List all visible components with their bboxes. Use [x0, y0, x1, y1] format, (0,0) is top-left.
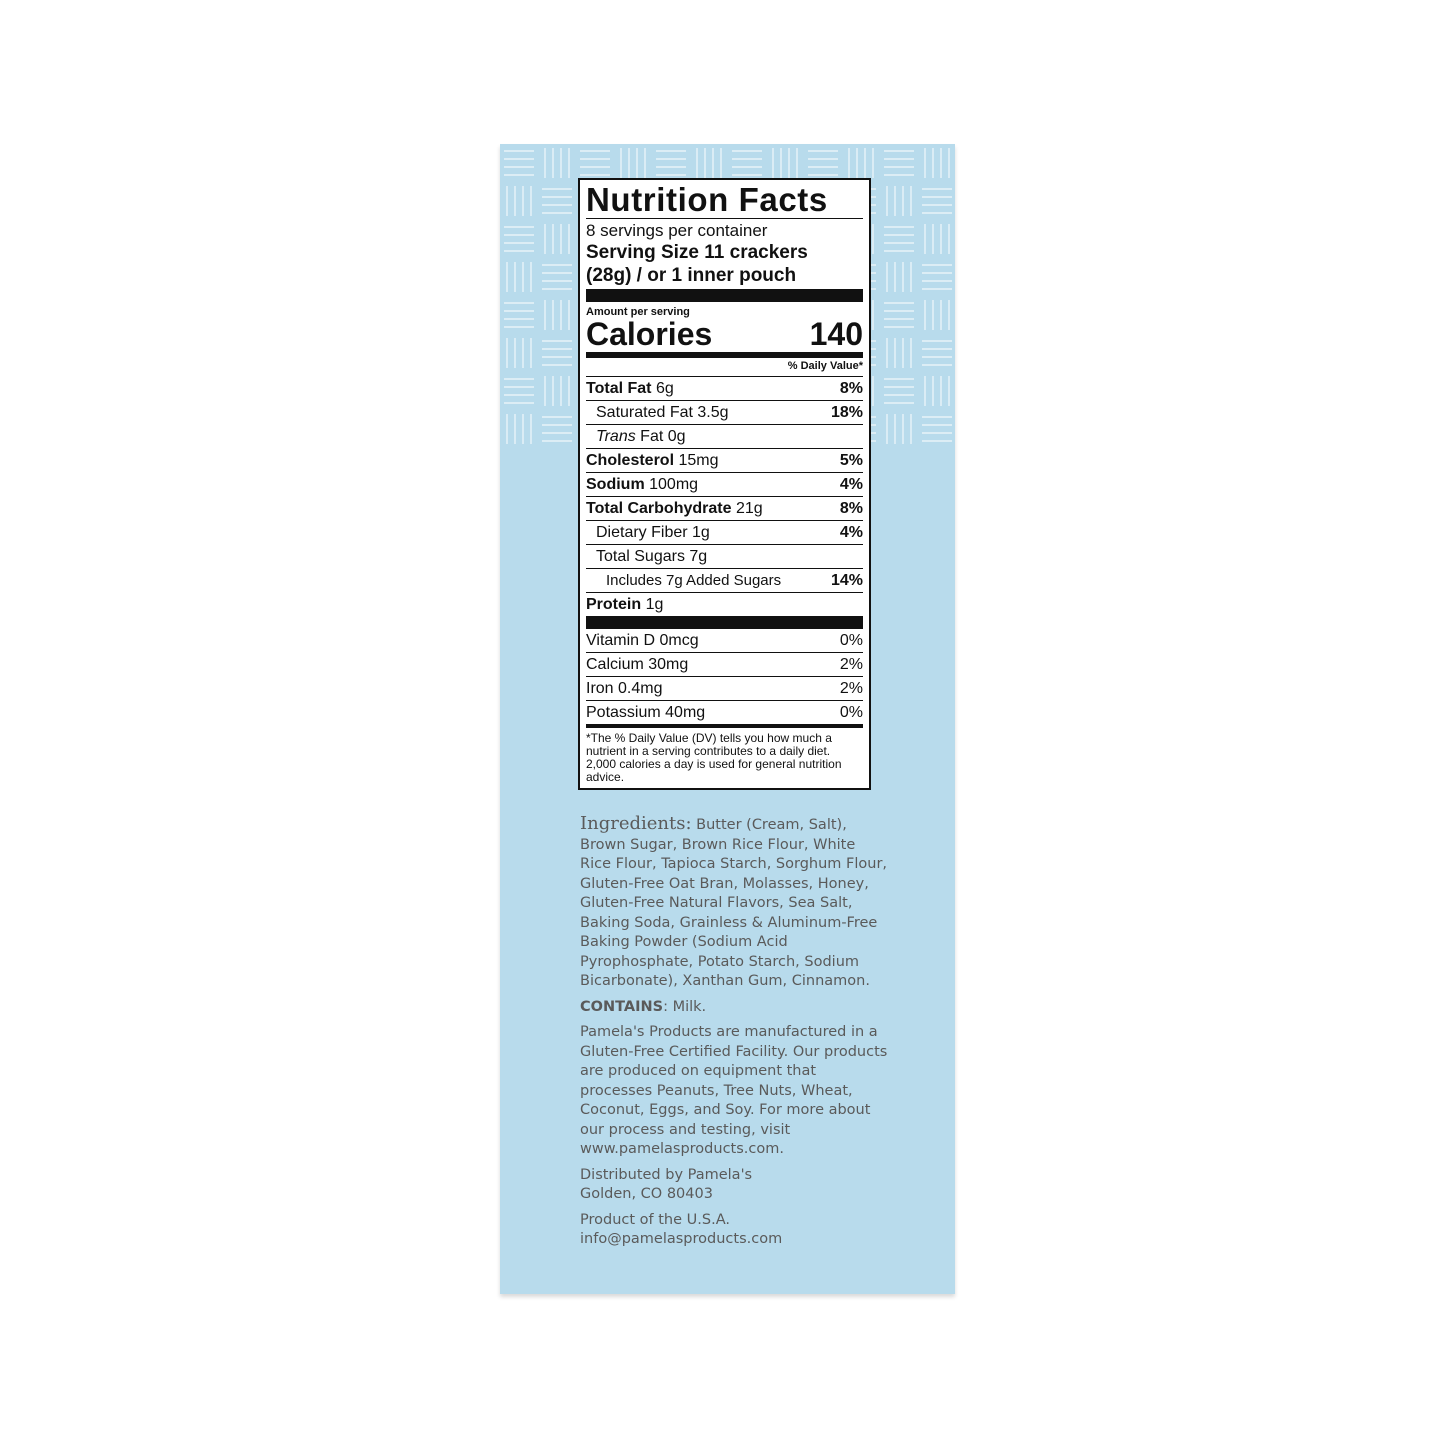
product-origin: Product of the U.S.A.	[580, 1211, 730, 1228]
nutrient-amount: 100mg	[649, 476, 699, 493]
nutrient-amount: Fat 0g	[640, 428, 686, 445]
nutrient-row-cholesterol	[586, 448, 863, 472]
vitamin-row-iron	[586, 676, 863, 700]
distributor-line1: Distributed by Pamela's	[580, 1166, 753, 1183]
nutrient-name: Saturated Fat	[596, 404, 693, 421]
footnote: *The % Daily Value (DV) tells you how much a nutrient in a serving contributes to a daily diet. 2,000 calories a day is used for general nutrition advice.	[586, 724, 863, 784]
nutrient-name: Total Sugars	[596, 548, 685, 565]
contains-text: : Milk.	[663, 998, 707, 1015]
calories-row	[586, 318, 863, 350]
nutrient-row-total-carbohydrate	[586, 496, 863, 520]
nutrient-amount: 1g	[692, 524, 710, 541]
nutrient-name: Total Fat	[586, 380, 652, 397]
nutrient-dv: 8%	[839, 380, 863, 397]
product-info	[580, 814, 890, 1256]
nutrient-amount: 15mg	[678, 452, 719, 469]
vitamin-name: Potassium 40mg	[586, 704, 706, 721]
nutrient-amount: 7g	[689, 548, 708, 565]
serving-size-line1: Serving Size 11 crackers	[586, 242, 808, 263]
nutrient-amount: 21g	[735, 500, 763, 517]
vitamin-dv: 2%	[839, 656, 863, 673]
vitamin-dv: 0%	[839, 704, 863, 721]
facility-statement: Pamela's Products are manufactured in a Gluten-Free Certified Facility. Our products are produced on equipment that processes Peanuts, Tree Nuts, Wheat, Coconut, Eggs, and Soy. For more about our process and testing, visit www.pamelasproducts.com.	[580, 1024, 888, 1157]
distributor-line2: Golden, CO 80403	[580, 1186, 713, 1202]
nutrient-dv: 18%	[830, 404, 863, 421]
nutrient-amount: 1g	[645, 596, 664, 613]
vitamin-row-calcium	[586, 652, 863, 676]
vitamin-name: Iron 0.4mg	[586, 680, 663, 697]
ingredients-paragraph	[580, 814, 890, 992]
nutrient-name: Includes 7g Added Sugars	[606, 572, 782, 589]
nutrient-dv: 8%	[839, 500, 863, 517]
vitamin-dv: 0%	[839, 632, 863, 649]
ingredients-title: Ingredients:	[580, 813, 692, 834]
nutrient-dv: 5%	[839, 452, 863, 469]
serving-size-line2: (28g) / or 1 inner pouch	[586, 265, 797, 286]
servings-per-container: 8 servings per container	[586, 221, 768, 240]
vitamin-rows	[586, 629, 863, 724]
nutrient-row-saturated-fat	[586, 400, 863, 424]
vitamin-name: Vitamin D 0mcg	[586, 632, 699, 649]
nutrient-dv: 14%	[830, 572, 863, 589]
vitamin-name: Calcium 30mg	[586, 656, 689, 673]
nutrient-row-total-sugars	[586, 544, 863, 568]
origin-contact	[580, 1211, 890, 1250]
thick-divider	[586, 616, 863, 629]
nutrient-name: Trans	[596, 428, 636, 445]
amount-per-serving: Amount per serving	[586, 306, 690, 318]
nutrient-row-added-sugars	[586, 568, 863, 592]
nutrient-amount: 6g	[655, 380, 674, 397]
vitamin-row-potassium	[586, 700, 863, 724]
contains-label: CONTAINS	[580, 998, 664, 1015]
product-box-side	[500, 144, 955, 1294]
nutrition-facts-panel	[578, 178, 871, 790]
nutrient-rows	[586, 377, 863, 616]
contact-email: info@pamelasproducts.com	[580, 1231, 783, 1247]
nutrient-amount: 3.5g	[697, 404, 729, 421]
nutrient-name: Protein	[586, 596, 642, 613]
nutrient-name: Total Carbohydrate	[586, 500, 732, 517]
calories-label: Calories	[586, 316, 713, 352]
nutrient-row-dietary-fiber	[586, 520, 863, 544]
vitamin-row-vitamin-d	[586, 629, 863, 652]
nutrient-row-protein	[586, 592, 863, 616]
panel-title: Nutrition Facts	[586, 182, 863, 219]
nutrient-name: Dietary Fiber	[596, 524, 688, 541]
nutrient-row-total-fat	[586, 377, 863, 400]
nutrient-row-sodium	[586, 472, 863, 496]
calories-value: 140	[809, 316, 863, 352]
nutrient-name: Sodium	[586, 476, 645, 493]
thick-divider	[586, 289, 863, 302]
nutrient-name: Cholesterol	[586, 452, 675, 469]
ingredients-text: Butter (Cream, Salt), Brown Sugar, Brown Rice Flour, White Rice Flour, Tapioca Starch, Sorghum Flour, Gluten-Free Oat Bran, Molasses, Honey, Gluten-Free Natural Flavors, Sea Salt, Baking Soda, Grainless & Aluminum-Free Baking Powder (Sodium Acid Pyrophosphate, Potato Starch, Sodium Bicarbonate), Xanthan Gum, Cinnamon.	[580, 817, 888, 989]
distributor	[580, 1166, 890, 1205]
nutrient-dv: 4%	[839, 476, 863, 493]
nutrient-dv: 4%	[839, 524, 863, 541]
contains-paragraph	[580, 998, 890, 1018]
daily-value-header: % Daily Value*	[586, 358, 863, 377]
nutrient-row-trans-fat	[586, 424, 863, 448]
vitamin-dv: 2%	[839, 680, 863, 697]
